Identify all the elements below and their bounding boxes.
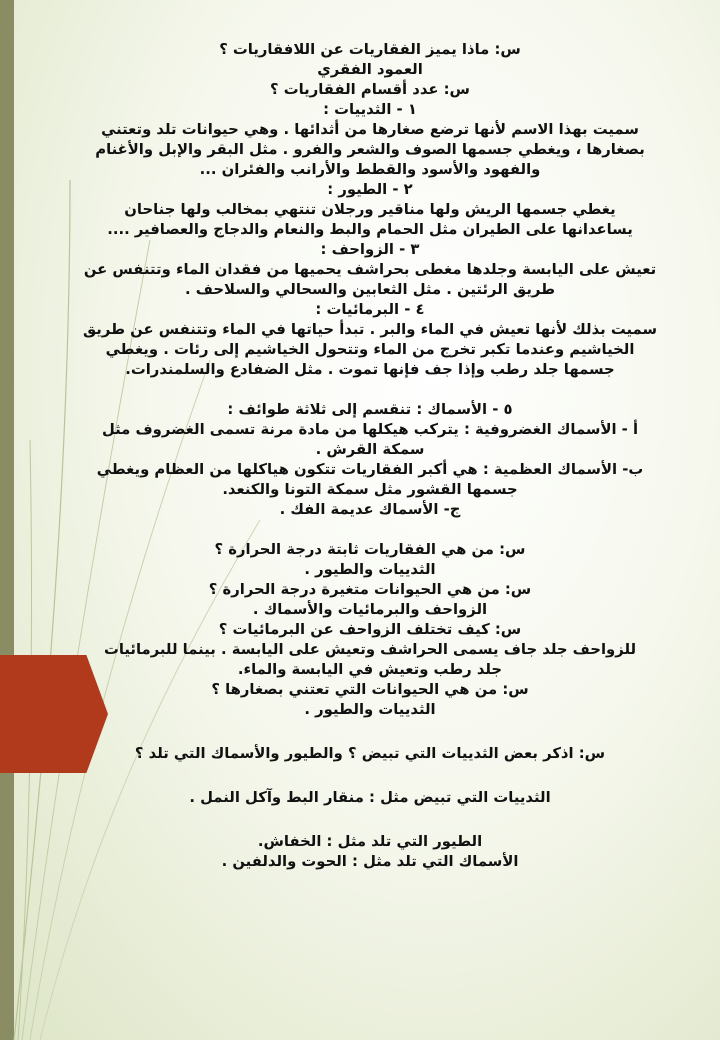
- answer-line: الثدييات التي تبيض مثل : منقار البط وآكل النمل .: [189, 789, 551, 806]
- text-line: أ - الأسماك الغضروفية : يتركب هيكلها من مادة مرنة تسمى الغضروف مثل: [101, 421, 639, 438]
- text-line: طريق الرئتين . مثل الثعابين والسحالي والسلاحف .: [184, 281, 556, 298]
- text-line: ب- الأسماك العظمية : هي أكبر الفقاريات تتكون هياكلها من العظام ويغطي: [96, 461, 644, 478]
- left-accent-bar: [0, 0, 14, 1040]
- section-heading: ٣ - الزواحف :: [320, 241, 420, 258]
- text-line: الخياشيم وعندما تكبر تخرج من الماء وتتحول الخياشيم إلى رئات . ويغطي: [105, 341, 635, 358]
- question-line: س: اذكر بعض الثدييات التي تبيض ؟ والطيور والأسماك التي تلد ؟: [134, 745, 606, 762]
- answer-line: جلد رطب وتعيش في اليابسة والماء.: [237, 661, 503, 678]
- section-heading: ٢ - الطيور :: [327, 181, 413, 198]
- text-line: جسمها جلد رطب وإذا جف فإنها تموت . مثل الضفادع والسلمندرات.: [125, 361, 615, 378]
- spacer: [40, 808, 700, 832]
- document-body: [40, 40, 700, 872]
- text-line: بصغارها ، ويغطي جسمها الصوف والشعر والفرو . مثل البقر والإبل والأغنام: [95, 141, 645, 158]
- question-line: س: ماذا يميز الفقاريات عن اللافقاريات ؟: [219, 41, 521, 58]
- spacer: [40, 720, 700, 744]
- text-line: سمكة القرش .: [315, 441, 425, 458]
- section-heading: ٤ - البرمائيات :: [315, 301, 425, 318]
- spacer: [40, 520, 700, 540]
- answer-line: الزواحف والبرمائيات والأسماك .: [252, 601, 488, 618]
- text-line: سميت بذلك لأنها تعيش في الماء والبر . تبدأ حياتها في الماء وتتنفس عن طريق: [82, 321, 658, 338]
- answer-line: الثدييات والطيور .: [304, 561, 436, 578]
- answer-line: العمود الفقري: [317, 61, 423, 78]
- question-line: س: من هي الحيوانات التي تعتني بصغارها ؟: [211, 681, 529, 698]
- answer-line: للزواحف جلد جاف يسمى الحراشف وتعيش على اليابسة . بينما للبرمائيات: [103, 641, 637, 658]
- text-line: ج- الأسماك عديمة الفك .: [279, 501, 461, 518]
- spacer: [40, 764, 700, 788]
- text-line: تعيش على اليابسة وجلدها مغطى بحراشف يحميها من فقدان الماء وتتنفس عن: [83, 261, 657, 278]
- question-line: س: من هي الفقاريات ثابتة درجة الحرارة ؟: [214, 541, 526, 558]
- text-line: والفهود والأسود والقطط والأرانب والفئران ...: [199, 161, 541, 178]
- question-line: س: عدد أقسام الفقاريات ؟: [270, 81, 470, 98]
- text-line: يساعدانها على الطيران مثل الحمام والبط والنعام والدجاج والعصافير ....: [107, 221, 633, 238]
- question-line: س: كيف تختلف الزواحف عن البرمائيات ؟: [218, 621, 522, 638]
- answer-line: الأسماك التي تلد مثل : الحوت والدلفين .: [221, 853, 519, 870]
- text-line: سميت بهذا الاسم لأنها ترضع صغارها من أثدائها . وهي حيوانات تلد وتعتني: [101, 121, 639, 138]
- text-line: يغطي جسمها الريش ولها مناقير ورجلان تنتهي بمخالب ولها جناحان: [124, 201, 616, 218]
- answer-line: الثدييات والطيور .: [304, 701, 436, 718]
- section-heading: ٥ - الأسماك : تنقسم إلى ثلاثة طوائف :: [227, 401, 513, 418]
- text-line: جسمها القشور مثل سمكة التونا والكنعد.: [222, 481, 518, 498]
- section-heading: ١ - الثدييات :: [323, 101, 417, 118]
- answer-line: الطيور التي تلد مثل : الخفاش.: [257, 833, 483, 850]
- question-line: س: من هي الحيوانات متغيرة درجة الحرارة ؟: [208, 581, 532, 598]
- spacer: [40, 380, 700, 400]
